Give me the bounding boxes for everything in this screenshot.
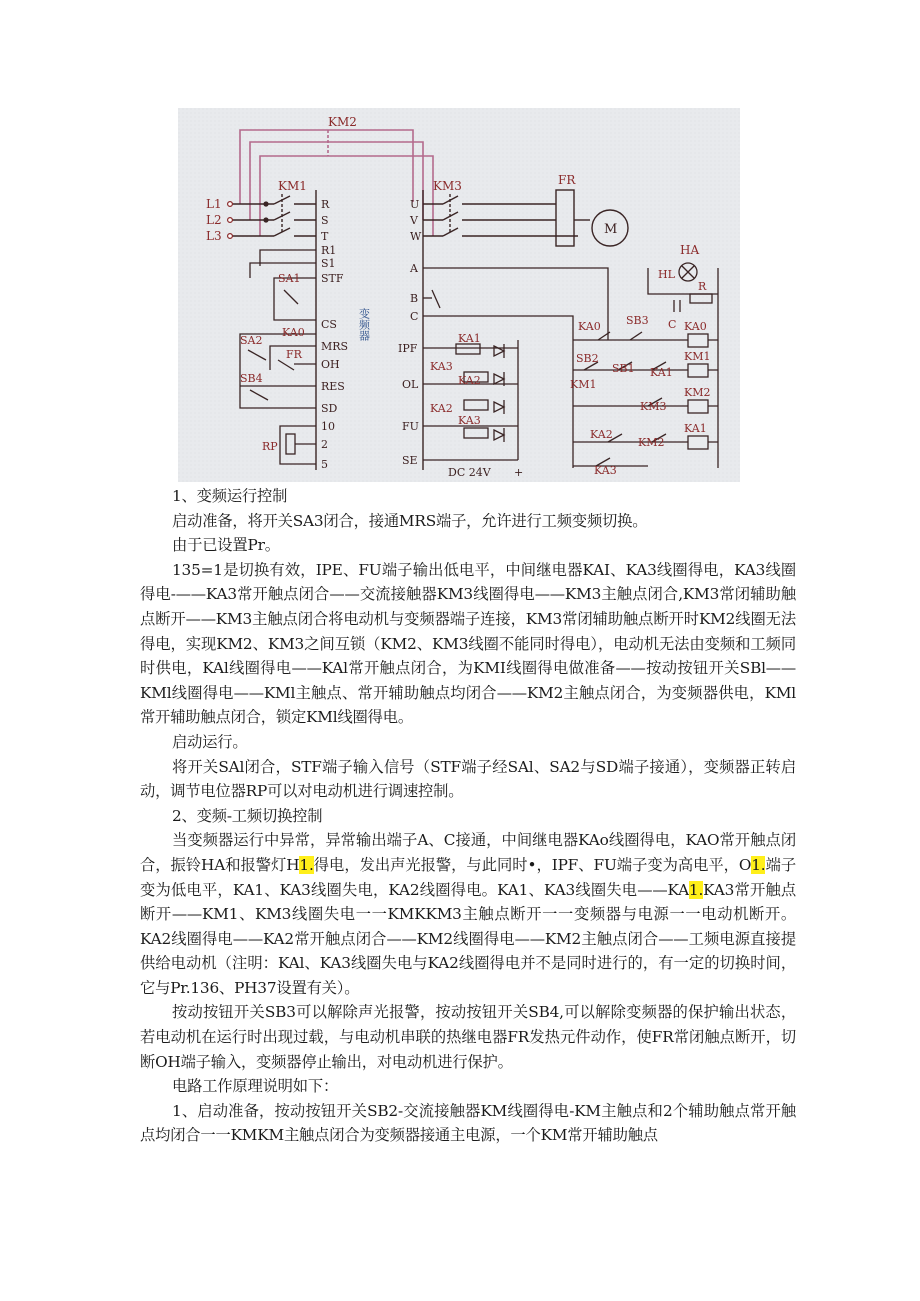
junction-dot-l1 [263,201,268,206]
heading-variable-frequency-control: 1、变频运行控制 [172,487,288,505]
terminal-label-u: U [410,198,420,211]
terminal-label-r1: R1 [321,244,337,257]
label-ka2-contact: KA2 [590,428,613,441]
paragraph-principle-intro: 电路工作原理说明如下： [172,1077,339,1096]
terminal-l3 [228,234,233,239]
terminal-label-res: RES [321,380,345,393]
label-sa2: SA2 [240,334,263,347]
label-km1-contact: KM1 [570,378,597,391]
terminal-label-v: V [410,214,418,227]
label-rp: RP [262,440,278,453]
ka1-coil [688,436,708,449]
label-km2: KM2 [328,115,357,129]
highlight-2: 1. [751,855,766,874]
label-km3-contact: KM3 [640,400,667,413]
label-l2: L2 [206,213,222,227]
label-sa1: SA1 [278,272,301,285]
terminal-label-mrs: MRS [321,340,349,353]
label-relay-5: KA3 [458,414,481,427]
circuit-diagram-svg [178,108,740,482]
terminal-label-fu: FU [402,420,419,433]
terminal-label-cs: CS [321,318,337,331]
label-dc-sign: + [514,466,524,479]
paragraph-pr-setting: 由于已设置Pr。 [172,536,280,555]
terminal-label-ol: OL [402,378,419,391]
label-km1: KM1 [278,179,307,193]
fault-text-a: 当变频器运行中异常，异常输出端子A、C接通，中间继电器KAo线圈得电，KAO常开触点闭合，振铃HA和报警灯H [140,831,796,874]
heading-switching-control: 2、变频-工频切换控制 [172,806,323,825]
terminal-label-2: 2 [321,438,328,451]
label-relay-3: KA2 [458,374,481,387]
terminal-label-se: SE [402,454,418,467]
terminal-label-a: A [410,262,418,275]
paragraph-startup-principle: 1、启动准备，按动按钮开关SB2-交流接触器KM线圈得电-KM主触点和2个辅助触点常开触点均闭合一一KMKM主触点闭合为变频器接通主电源，一个KM常开辅助触点 [140,1101,796,1145]
label-fr-left: FR [286,348,302,361]
coil-label-ka1: KA1 [684,422,707,435]
label-relay-2: KA3 [430,360,453,373]
paragraph-forward-start: 将开关SAl闭合，STF端子输入信号（STF端子经SAl、SA2与SD端子接通），变频器正转启动，调节电位器RP可以对电动机进行调速控制。 [140,757,796,801]
label-hl: HL [658,268,675,281]
terminal-l2 [228,218,233,223]
km1-coil [688,364,708,377]
junction-dot-l2 [263,217,268,222]
label-l3: L3 [206,229,222,243]
terminal-label-10: 10 [321,420,335,433]
label-ha: HA [680,243,700,257]
label-relay-4: KA2 [430,402,453,415]
fault-text-d: KA3常开触点断开——KM1、KM3线圈失电一一KMKKM3主触点断开一一变频器与电源一一电动机断开。KA2线圈得电——KA2常开触点闭合——KM2线圈得电——KM2主触点闭合——工频电源直接提供给电动机（注明：KAl、KA3线圈失电与KA2线圈得电并不是同时进行的，有一定的切换时间，它与Pr.136、PH37设置有关）。 [140,880,797,997]
terminal-label-s1: S1 [321,257,336,270]
paragraph-start-run: 启动运行。 [172,732,248,751]
label-km2-contact: KM2 [638,436,665,449]
terminal-label-t: T [321,230,329,243]
label-relay-1: KA1 [458,332,481,345]
paragraph-fault-switching [140,828,796,1000]
label-motor: M [604,222,618,237]
terminal-l1 [228,202,233,207]
terminal-label-w: W [410,230,422,243]
terminal-label-c: C [410,310,419,323]
label-ka0-left: KA0 [282,326,305,339]
terminal-label-5: 5 [321,458,328,471]
terminal-label-r: R [321,198,330,211]
paragraph-reset-protection: 按动按钮开关SB3可以解除声光报警，按动按钮开关SB4,可以解除变频器的保护输出状态，若电动机在运行时出现过载，与电动机串联的热继电器FR发热元件动作，使FR常闭触点断开，切断OH端子输入，变频器停止输出，对电动机进行保护。 [140,1003,796,1071]
label-sb1: SB1 [612,362,635,375]
label-ka3-contact: KA3 [594,464,617,477]
terminal-label-oh: OH [321,358,340,371]
fault-text-b: 得电，发出声光报警，与此同时•，IPF、FU端子变为高电平，O [313,855,752,874]
label-sb4: SB4 [240,372,263,385]
label-l1: L1 [206,197,222,211]
coil-label-ka0: KA0 [684,320,707,333]
terminal-label-sd: SD [321,402,338,415]
label-km3: KM3 [433,179,462,193]
label-fr: FR [558,173,576,187]
document-text [140,484,796,1148]
terminal-label-b: B [410,292,419,305]
label-dc: DC 24V [448,466,491,479]
terminal-label-s: S [321,214,329,227]
label-ka1-contact: KA1 [650,366,673,379]
highlight-3: 1. [688,880,704,899]
ka0-coil [688,334,708,347]
coil-label-km2: KM2 [684,386,711,399]
circuit-diagram [178,108,740,482]
coil-label-km1: KM1 [684,350,711,363]
label-sb3: SB3 [626,314,649,327]
fault-text-c: 端子变为低电平，KA1、KA3线圈失电，KA2线圈得电。KA1、KA3线圈失电——KA [140,855,796,899]
inverter-label: 变频器 [357,308,371,341]
highlight-1: 1. [299,855,314,874]
label-r: R [698,280,707,293]
terminal-label-stf: STF [321,272,344,285]
label-ka0-contact: KA0 [578,320,601,333]
paragraph-startup-prep: 启动准备，将开关SA3闭合，接通MRS端子，允许进行工频变频切换。 [172,511,648,530]
label-sb2: SB2 [576,352,599,365]
terminal-label-ipf: IPF [398,342,418,355]
label-c: C [668,318,677,331]
km2-coil [688,400,708,413]
paragraph-switch-sequence: 135=1是切换有效，IPE、FU端子输出低电平，中间继电器KAI、KA3线圈得电，KA3线圈得电-——KA3常开触点闭合——交流接触器KM3线圈得电——KM3主触点闭合,KM3常闭辅助触点断开——KM3主触点闭合将电动机与变频器端子连接，KM3常闭辅助触点断开时KM2线圈无法得电，实现KM2、KM3之间互锁（KM2、KM3线圈不能同时得电），电动机无法由变频和工频同时供电，KAl线圈得电——KAl常开触点闭合，为KMI线圈得电做准备——按动按钮开关SBl——KMl线圈得电——KMl主触点、常开辅助触点均闭合——KM2主触点闭合，为变频器供电，KMl常开辅助触点闭合，锁定KMl线圈得电。 [140,560,796,727]
